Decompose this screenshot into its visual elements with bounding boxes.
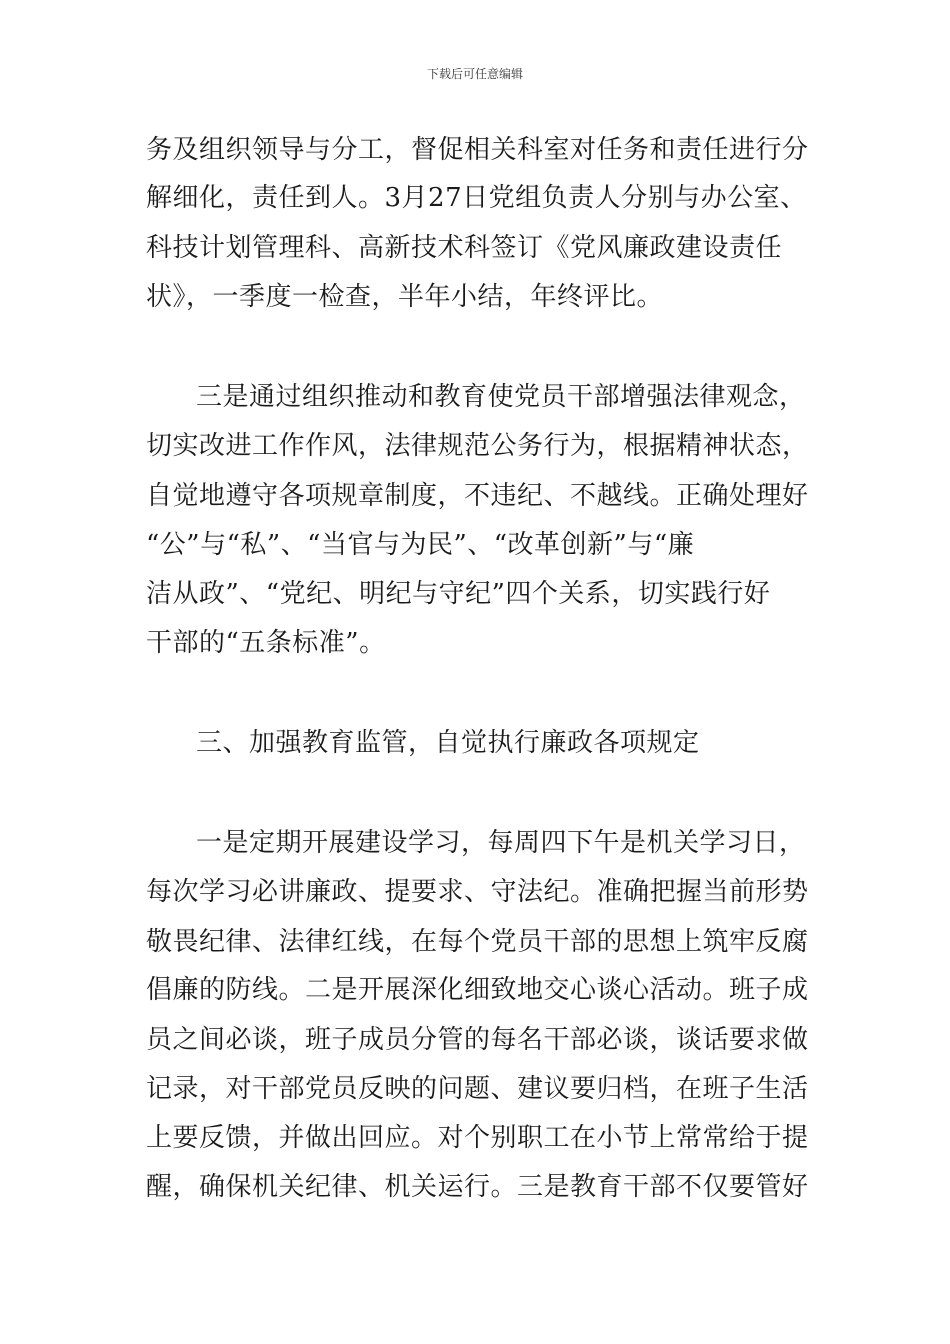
body-line: 科技计划管理科、高新技术科签订《党风廉政建设责任	[146, 233, 783, 263]
paragraph-first-line: 一是定期开展建设学习，每周四下午是机关学习日，	[196, 828, 806, 858]
body-line: 自觉地遵守各项规章制度，不违纪、不越线。正确处理好	[146, 481, 809, 511]
body-line: 每次学习必讲廉政、提要求、守法纪。准确把握当前形势	[146, 877, 809, 907]
page-header: 下载后可任意编辑	[426, 67, 523, 81]
body-line: 员之间必谈，班子成员分管的每名干部必谈，谈话要求做	[146, 1025, 809, 1055]
body-line: 解细化，责任到人。3月27日党组负责人分别与办公室、	[146, 183, 807, 213]
paragraph-first-line: 三是通过组织推动和教育使党员干部增强法律观念，	[196, 382, 806, 412]
body-line: 记录，对干部党员反映的问题、建议要归档，在班子生活	[146, 1074, 809, 1104]
body-line: 状》，一季度一检查，半年小结，年终评比。	[146, 282, 664, 312]
section-heading: 三、加强教育监管，自觉执行廉政各项规定	[196, 728, 700, 758]
body-line: 洁从政”、“党纪、明纪与守纪”四个关系，切实践行好	[146, 579, 771, 609]
body-line: “公”与“私”、“当官与为民”、“改革创新”与“廉	[146, 530, 695, 560]
body-line: 干部的“五条标准”。	[146, 628, 386, 658]
body-line: 切实改进工作作风，法律规范公务行为，根据精神状态，	[146, 431, 809, 461]
body-line: 务及组织领导与分工，督促相关科室对任务和责任进行分	[146, 135, 809, 165]
body-line: 倡廉的防线。二是开展深化细致地交心谈心活动。班子成	[146, 975, 809, 1005]
body-line: 敬畏纪律、法律红线，在每个党员干部的思想上筑牢反腐	[146, 927, 809, 957]
body-line: 醒，确保机关纪律、机关运行。三是教育干部不仅要管好	[146, 1172, 809, 1202]
body-line: 上要反馈，并做出回应。对个别职工在小节上常常给于提	[146, 1123, 809, 1153]
